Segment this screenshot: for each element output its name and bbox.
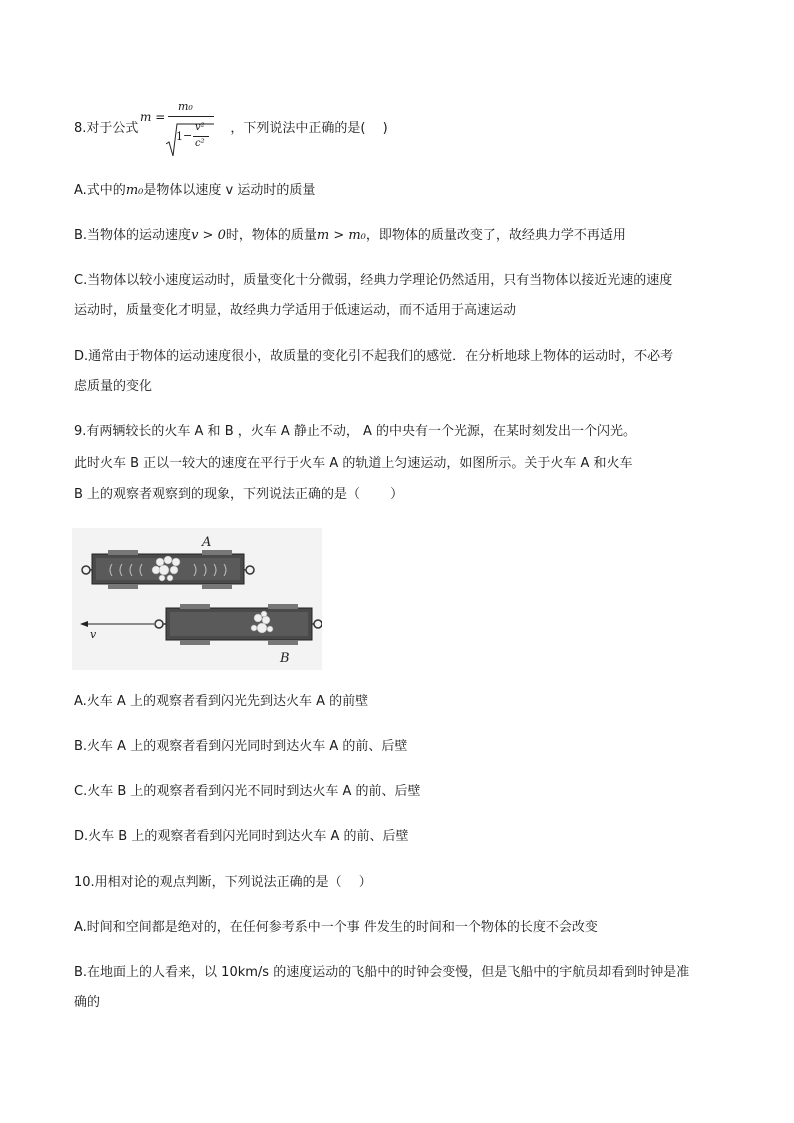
- formula-minus: −: [183, 129, 193, 142]
- q9-option-d: D.火车 B 上的观察者看到闪光同时到达火车 A 的前、后壁: [74, 829, 409, 844]
- q8-option-b-prefix: B.当物体的运动速度: [74, 228, 192, 243]
- q10-option-a: A.时间和空间都是绝对的，在任何参考系中一个事 件发生的时间和一个物体的长度不会改变: [74, 920, 598, 935]
- q9-stem-line1: 9.有两辆较长的火车 A 和 B ，火车 A 静止不动， A 的中央有一个光源，在某时刻发出一个闪光。: [74, 424, 637, 439]
- train-a-label: A: [202, 535, 212, 550]
- train-a: [82, 550, 254, 589]
- q8-option-d-line1: D.通常由于物体的运动速度很小，故质量的变化引不起我们的感觉．在分析地球上物体的运动时，不必考: [74, 349, 674, 364]
- relativistic-mass-formula: [140, 100, 215, 162]
- formula-inner-fraction-bar: [193, 136, 209, 137]
- formula-c-squared: c²: [195, 138, 205, 149]
- q8-stem-suffix: ，下列说法中正确的是( ): [230, 121, 388, 136]
- q8-option-b-mid: 时，物体的质量: [225, 228, 317, 243]
- q8-option-b-m: m > m₀: [316, 228, 366, 243]
- q9-option-a: A.火车 A 上的观察者看到闪光先到达火车 A 的前壁: [74, 694, 369, 709]
- formula-fraction-bar: [168, 116, 214, 117]
- q10-option-b-line2: 确的: [74, 995, 101, 1010]
- q8-option-a-text: 是物体以速度 v 运动时的质量: [143, 183, 316, 198]
- q8-stem: [74, 120, 388, 138]
- q8-option-b: [74, 227, 626, 245]
- q8-option-a-prefix: A.式中的: [74, 183, 126, 198]
- formula-lhs: m =: [140, 110, 166, 124]
- q8-option-c-line2: 运动时，质量变化才明显，故经典力学适用于低速运动，而不适用于高速运动: [74, 303, 517, 318]
- velocity-label: v: [90, 628, 97, 641]
- q10-option-b-line1: B.在地面上的人看来，以 10km/s 的速度运动的飞船中的时钟会变慢，但是飞船中的宇航员却看到时钟是准: [74, 965, 690, 980]
- formula-v-squared: v²: [195, 122, 205, 133]
- train-b: [155, 604, 322, 645]
- train-figure: [72, 528, 322, 670]
- q9-stem-line2: 此时火车 B 正以一较大的速度在平行于火车 A 的轨道上匀速运动，如图所示。关于火车 A 和火车: [74, 456, 633, 471]
- q8-stem-prefix: 8.对于公式: [74, 121, 139, 136]
- q9-option-c: C.火车 B 上的观察者看到闪光不同时到达火车 A 的前、后壁: [74, 784, 421, 799]
- q8-option-b-v: v > 0: [191, 228, 226, 243]
- formula-numerator: m₀: [178, 100, 193, 113]
- q9-option-b: B.火车 A 上的观察者看到闪光同时到达火车 A 的前、后壁: [74, 739, 408, 754]
- q8-option-a-m0: m₀: [125, 183, 144, 198]
- formula-one: 1: [176, 130, 183, 143]
- q9-stem-line3: B 上的观察者观察到的现象，下列说法正确的是（ ）: [74, 487, 404, 502]
- q8-option-a: [74, 182, 315, 200]
- q10-stem: 10.用相对论的观点判断，下列说法正确的是（ ）: [74, 875, 372, 890]
- q8-option-d-line2: 虑质量的变化: [74, 379, 153, 394]
- q8-option-b-text: ，即物体的质量改变了，故经典力学不再适用: [365, 228, 626, 243]
- train-b-label: B: [280, 651, 290, 666]
- q8-option-c-line1: C.当物体以较小速度运动时，质量变化十分微弱，经典力学理论仍然适用，只有当物体以接近光速的速度: [74, 273, 673, 288]
- train-diagram: [72, 528, 322, 670]
